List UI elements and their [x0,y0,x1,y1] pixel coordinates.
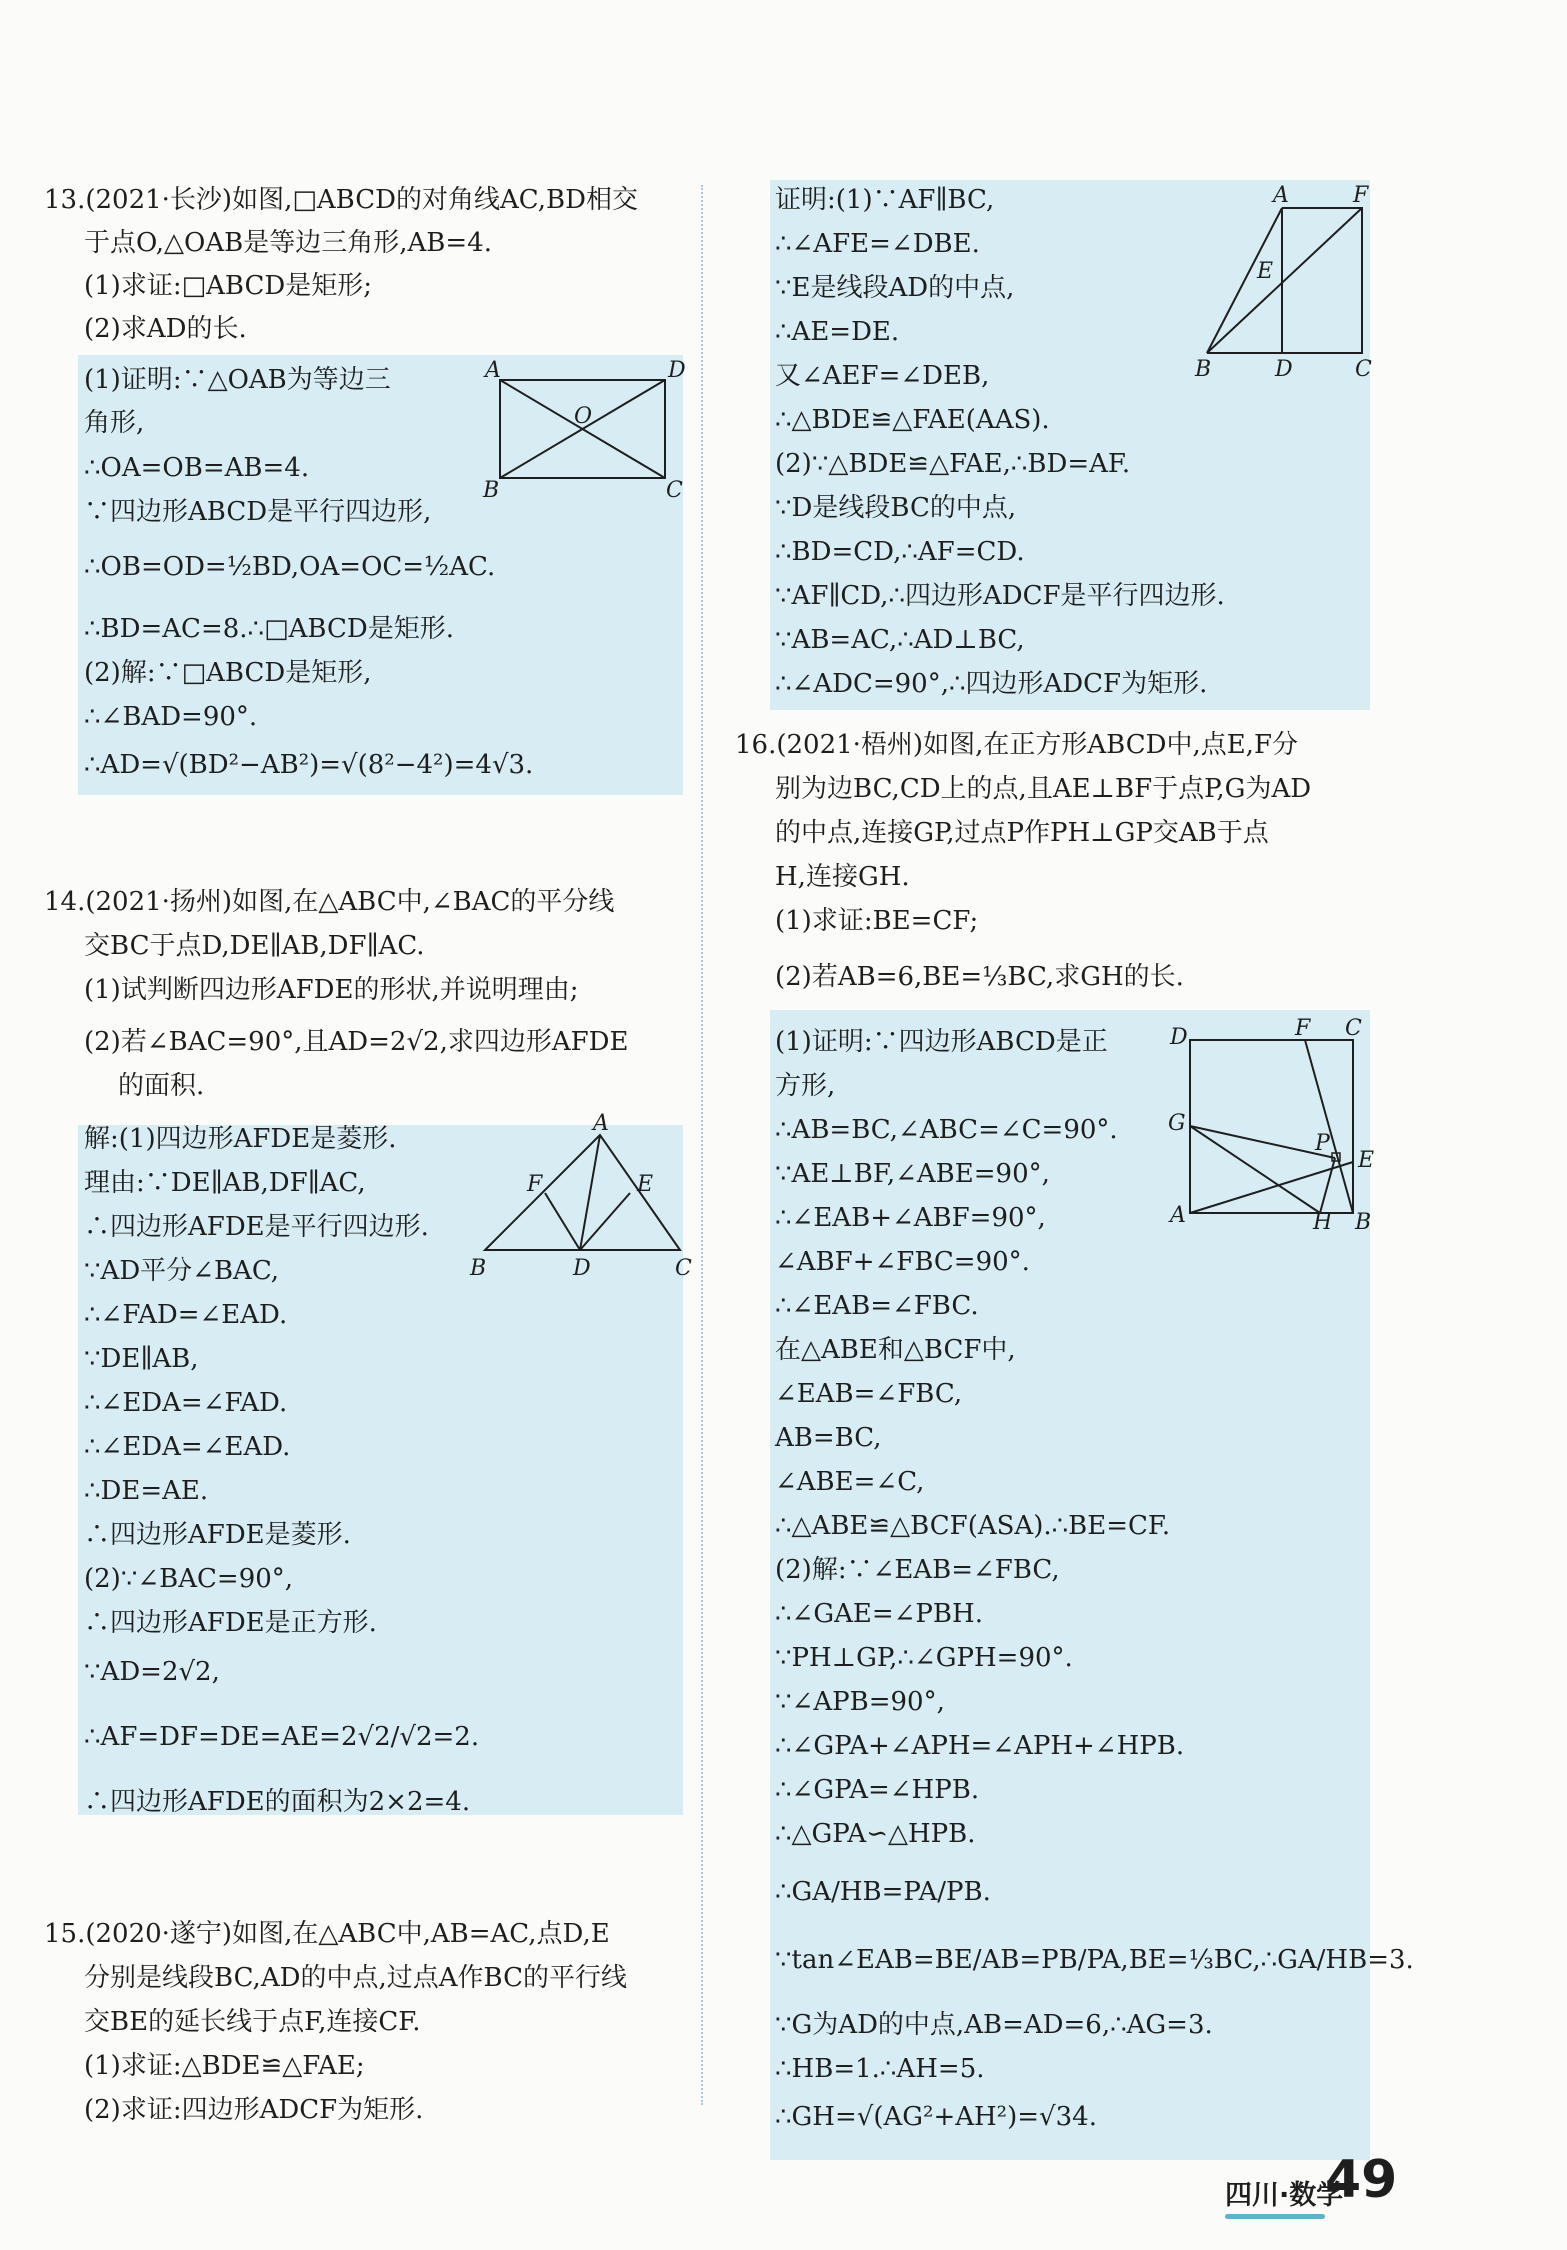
q15-proof-11: ∴∠ADC=90°,∴四边形ADCF为矩形. [775,669,1208,699]
q15-label-f: F [1353,183,1369,208]
q16-proof-23: ∴GH=√(AG²+AH²)=√34. [775,2102,1097,2132]
q16-proof-7: 在△ABE和△BCF中, [775,1335,1016,1365]
q16-proof-3: ∵AE⊥BF,∠ABE=90°, [775,1159,1050,1189]
q15-proof-6: (2)∵△BDE≌△FAE,∴BD=AF. [775,449,1131,479]
q16-label-p: P [1315,1131,1330,1156]
q16-line-4: (1)求证:BE=CF; [775,906,979,936]
q14-line-14: ∴四边形AFDE是菱形. [84,1520,351,1550]
q16-proof-5: ∠ABF+∠FBC=90°. [775,1247,1030,1277]
q14-line-11: ∴∠EDA=∠FAD. [84,1388,288,1418]
q15-line-4: (2)求证:四边形ADCF为矩形. [84,2095,424,2125]
q16-line-3: H,连接GH. [775,862,910,892]
q16-proof-6: ∴∠EAB=∠FBC. [775,1291,979,1321]
q16-proof-22: ∴HB=1.∴AH=5. [775,2054,985,2084]
q14-line-18: ∴AF=DF=DE=AE=2√2/√2=2. [84,1722,480,1752]
q13-line-3: (2)求AD的长. [84,314,247,344]
q16-label-a: A [1170,1203,1186,1228]
q16-label-e: E [1358,1148,1375,1173]
q15-proof-8: ∴BD=CD,∴AF=CD. [775,537,1025,567]
q14-line-19: ∴四边形AFDE的面积为2×2=4. [84,1787,471,1817]
q13-line-12: ∴AD=√(BD²−AB²)=√(8²−4²)=4√3. [84,750,534,780]
q13-line-1: 于点O,△OAB是等边三角形,AB=4. [84,228,492,258]
q14-label-e: E [637,1172,654,1197]
q15-proof-5: ∴△BDE≌△FAE(AAS). [775,405,1050,435]
q15-line-2: 交BE的延长线于点F,连接CF. [84,2007,421,2037]
q15-label-d: D [1275,357,1293,382]
q16-proof-17: ∴∠GPA=∠HPB. [775,1775,980,1805]
q14-label-f: F [527,1172,543,1197]
q14-line-13: ∴DE=AE. [84,1476,209,1506]
q14-line-2: (1)试判断四边形AFDE的形状,并说明理由; [84,975,579,1005]
q16-proof-12: (2)解:∵∠EAB=∠FBC, [775,1555,1060,1585]
q16-proof-2: ∴AB=BC,∠ABC=∠C=90°. [775,1115,1118,1145]
q16-label-h: H [1313,1210,1333,1235]
q14-line-6: 理由:∵DE∥AB,DF∥AC, [84,1168,366,1198]
q15-proof-9: ∵AF∥CD,∴四边形ADCF是平行四边形. [775,581,1225,611]
q15-line-0: 15.(2020·遂宁)如图,在△ABC中,AB=AC,点D,E [44,1919,610,1949]
q16-proof-21: ∵G为AD的中点,AB=AD=6,∴AG=3. [775,2010,1213,2040]
q14-line-0: 14.(2021·扬州)如图,在△ABC中,∠BAC的平分线 [44,887,615,917]
q14-triangle-figure [465,1111,695,1281]
q16-proof-16: ∴∠GPA+∠APH=∠APH+∠HPB. [775,1731,1185,1761]
q16-proof-4: ∴∠EAB+∠ABF=90°, [775,1203,1046,1233]
footer-accent-bar [1225,2214,1325,2219]
q14-line-16: ∴四边形AFDE是正方形. [84,1608,377,1638]
q14-line-10: ∵DE∥AB, [84,1344,199,1374]
q16-proof-11: ∴△ABE≌△BCF(ASA).∴BE=CF. [775,1511,1171,1541]
q16-line-0: 16.(2021·梧州)如图,在正方形ABCD中,点E,F分 [735,730,1298,760]
q14-line-9: ∴∠FAD=∠EAD. [84,1300,288,1330]
q16-line-2: 的中点,连接GP,过点P作PH⊥GP交AB于点 [775,818,1269,848]
q13-rectangle-figure [480,360,690,505]
q15-proof-7: ∵D是线段BC的中点, [775,493,1017,523]
q13-line-10: (2)解:∵□ABCD是矩形, [84,658,372,688]
footer-label: 四川·数学 [1225,2180,1344,2211]
q16-proof-8: ∠EAB=∠FBC, [775,1379,963,1409]
q15-proof-4: 又∠AEF=∠DEB, [775,361,990,391]
q16-proof-1: 方形, [775,1071,836,1101]
q14-label-c: C [675,1256,692,1281]
q14-label-d: D [573,1256,591,1281]
q16-line-5: (2)若AB=6,BE=⅓BC,求GH的长. [775,962,1184,992]
q16-proof-19: ∴GA/HB=PA/PB. [775,1877,991,1907]
q16-proof-18: ∴△GPA∽△HPB. [775,1819,976,1849]
q13-line-9: ∴BD=AC=8.∴□ABCD是矩形. [84,614,455,644]
q15-label-a: A [1273,183,1289,208]
q13-label-c: C [666,478,683,503]
q13-line-0: 13.(2021·长沙)如图,□ABCD的对角线AC,BD相交 [44,185,638,215]
q14-line-3: (2)若∠BAC=90°,且AD=2√2,求四边形AFDE [84,1027,629,1057]
q13-line-5: 角形, [84,408,145,438]
q14-line-5: 解:(1)四边形AFDE是菱形. [84,1124,397,1154]
q16-square-figure [1165,1016,1380,1235]
q15-proof-10: ∵AB=AC,∴AD⊥BC, [775,625,1025,655]
q16-label-d: D [1170,1025,1188,1050]
q13-line-7: ∵四边形ABCD是平行四边形, [84,497,432,527]
q16-proof-0: (1)证明:∵四边形ABCD是正 [775,1027,1108,1057]
q14-line-4: 的面积. [118,1071,205,1101]
q16-line-1: 别为边BC,CD上的点,且AE⊥BF于点P,G为AD [775,774,1312,804]
q14-line-15: (2)∵∠BAC=90°, [84,1564,294,1594]
q16-proof-15: ∵∠APB=90°, [775,1687,945,1717]
q16-label-b: B [1355,1210,1372,1235]
q13-label-b: B [483,478,500,503]
q14-label-b: B [470,1256,487,1281]
q16-label-f: F [1295,1016,1311,1041]
q14-line-17: ∵AD=2√2, [84,1657,220,1687]
q15-proof-1: ∴∠AFE=∠DBE. [775,229,980,259]
q16-label-g: G [1168,1111,1186,1136]
q14-line-1: 交BC于点D,DE∥AB,DF∥AC. [84,931,425,961]
q15-line-3: (1)求证:△BDE≌△FAE; [84,2051,365,2081]
q13-line-6: ∴OA=OB=AB=4. [84,453,310,483]
q15-label-b: B [1195,357,1212,382]
q14-line-12: ∴∠EDA=∠EAD. [84,1432,291,1462]
q15-proof-0: 证明:(1)∵AF∥BC, [775,185,995,215]
q15-line-1: 分别是线段BC,AD的中点,过点A作BC的平行线 [84,1963,627,1993]
q13-label-o: O [574,404,593,429]
q15-proof-3: ∴AE=DE. [775,317,900,347]
q13-label-d: D [668,358,686,383]
q14-label-a: A [593,1111,609,1136]
q16-proof-13: ∴∠GAE=∠PBH. [775,1599,983,1629]
q13-label-a: A [485,358,501,383]
q13-line-8: ∴OB=OD=½BD,OA=OC=½AC. [84,552,496,582]
q15-proof-2: ∵E是线段AD的中点, [775,273,1015,303]
q15-rectangle-figure [1195,178,1395,388]
q13-line-2: (1)求证:□ABCD是矩形; [84,271,373,301]
q16-proof-20: ∵tan∠EAB=BE/AB=PB/PA,BE=⅓BC,∴GA/HB=3. [775,1945,1414,1975]
q13-line-11: ∴∠BAD=90°. [84,702,258,732]
q16-proof-9: AB=BC, [775,1423,882,1453]
q16-label-c: C [1345,1016,1362,1041]
q16-proof-14: ∵PH⊥GP,∴∠GPH=90°. [775,1643,1073,1673]
q16-proof-10: ∠ABE=∠C, [775,1467,925,1497]
page-number: 49 [1325,2150,1398,2210]
column-divider [701,185,703,2105]
q14-line-8: ∵AD平分∠BAC, [84,1256,280,1286]
q15-label-e: E [1257,259,1274,284]
q13-line-4: (1)证明:∵△OAB为等边三 [84,365,391,395]
q14-line-7: ∴四边形AFDE是平行四边形. [84,1212,429,1242]
q15-label-c: C [1355,357,1372,382]
